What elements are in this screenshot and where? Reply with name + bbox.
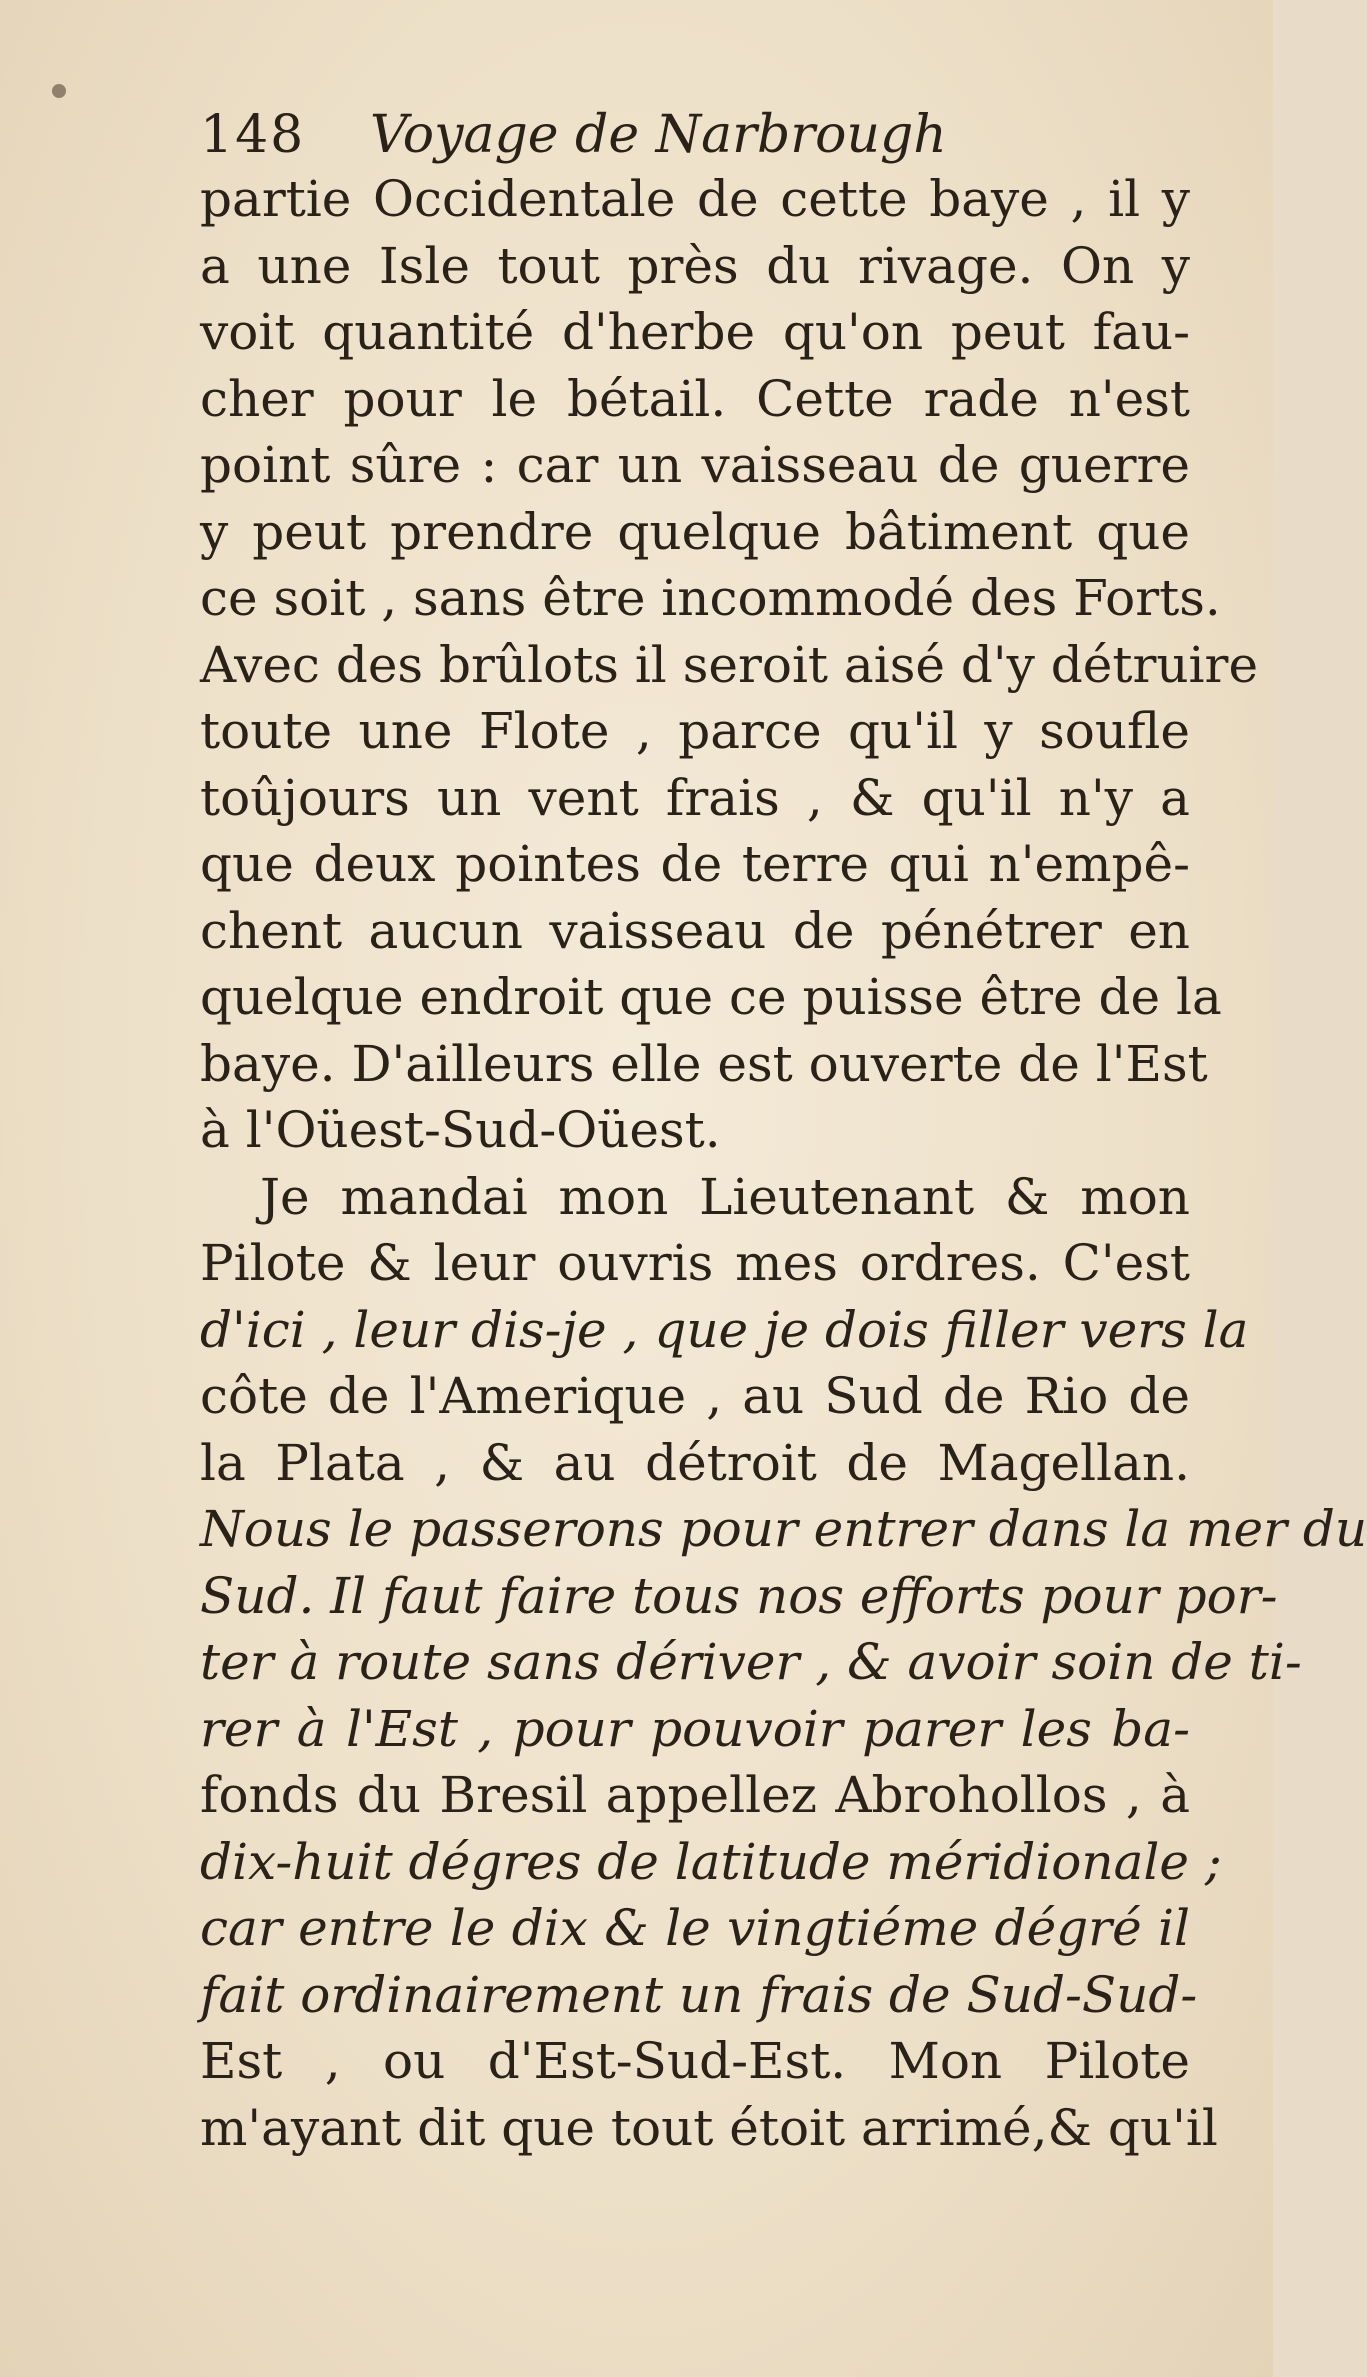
text-line: d'ici , leur dis-je , que je dois filler vers la <box>200 1300 1249 1359</box>
text-line: dix-huit dégres de latitude méridionale ; <box>200 1832 1222 1891</box>
text-line: Est , ou d'Est-Sud-Est. Mon Pilote <box>200 2032 1190 2090</box>
text-line: toûjours un vent frais , & qu'il n'y a <box>200 768 1190 827</box>
text-line: fonds du Bresil appellez Abrohollos , à <box>200 1766 1190 1824</box>
body-text <box>200 166 1367 2161</box>
text-line: m'ayant dit que tout étoit arrimé,& qu'il <box>200 2098 1218 2157</box>
text-line: ce soit , sans être incommodé des Forts. <box>200 569 1221 627</box>
text-line: ter à route sans dériver , & avoir soin de ti- <box>200 1633 1302 1691</box>
text-line: cher pour le bétail. Cette rade n'est <box>200 369 1190 428</box>
text-line: car entre le dix & le vingtiéme dégré il <box>200 1899 1190 1957</box>
text-line: voit quantité d'herbe qu'on peut fau- <box>200 303 1190 361</box>
text-line: y peut prendre quelque bâtiment que <box>200 502 1190 561</box>
text-line: rer à l'Est , pour pouvoir parer les ba- <box>200 1699 1190 1758</box>
text-line: la Plata , & au détroit de Magellan. <box>200 1433 1190 1492</box>
text-line: partie Occidentale de cette baye , il y <box>200 170 1190 228</box>
page-number: 148 <box>200 105 306 165</box>
text-line: toute une Flote , parce qu'il y soufle <box>200 702 1190 760</box>
running-head <box>200 100 1200 170</box>
text-line: Avec des brûlots il seroit aisé d'y détruire <box>200 635 1259 694</box>
text-line: baye. D'ailleurs elle est ouverte de l'Est <box>200 1034 1208 1093</box>
text-line: à l'Oüest-Sud-Oüest. <box>200 1101 721 1159</box>
text-line: côte de l'Amerique , au Sud de Rio de <box>200 1367 1190 1425</box>
paragraph-start-line: Je mandai mon Lieutenant & mon <box>260 1167 1190 1226</box>
running-title: Voyage de Narbrough <box>370 105 947 165</box>
text-line: fait ordinairement un frais de Sud-Sud- <box>200 1965 1198 2024</box>
text-line: quelque endroit que ce puisse être de la <box>200 968 1222 1026</box>
text-line: Pilote & leur ouvris mes ordres. C'est <box>200 1234 1190 1292</box>
text-line: chent aucun vaisseau de pénétrer en <box>200 901 1190 960</box>
ink-spot <box>52 84 66 98</box>
text-line: Sud. Il faut faire tous nos efforts pour por- <box>200 1566 1278 1625</box>
text-line: point sûre : car un vaisseau de guerre <box>200 436 1190 494</box>
text-line: a une Isle tout près du rivage. On y <box>200 236 1190 295</box>
text-line: que deux pointes de terre qui n'empê- <box>200 835 1190 893</box>
text-line: Nous le passerons pour entrer dans la mer du <box>200 1500 1367 1558</box>
